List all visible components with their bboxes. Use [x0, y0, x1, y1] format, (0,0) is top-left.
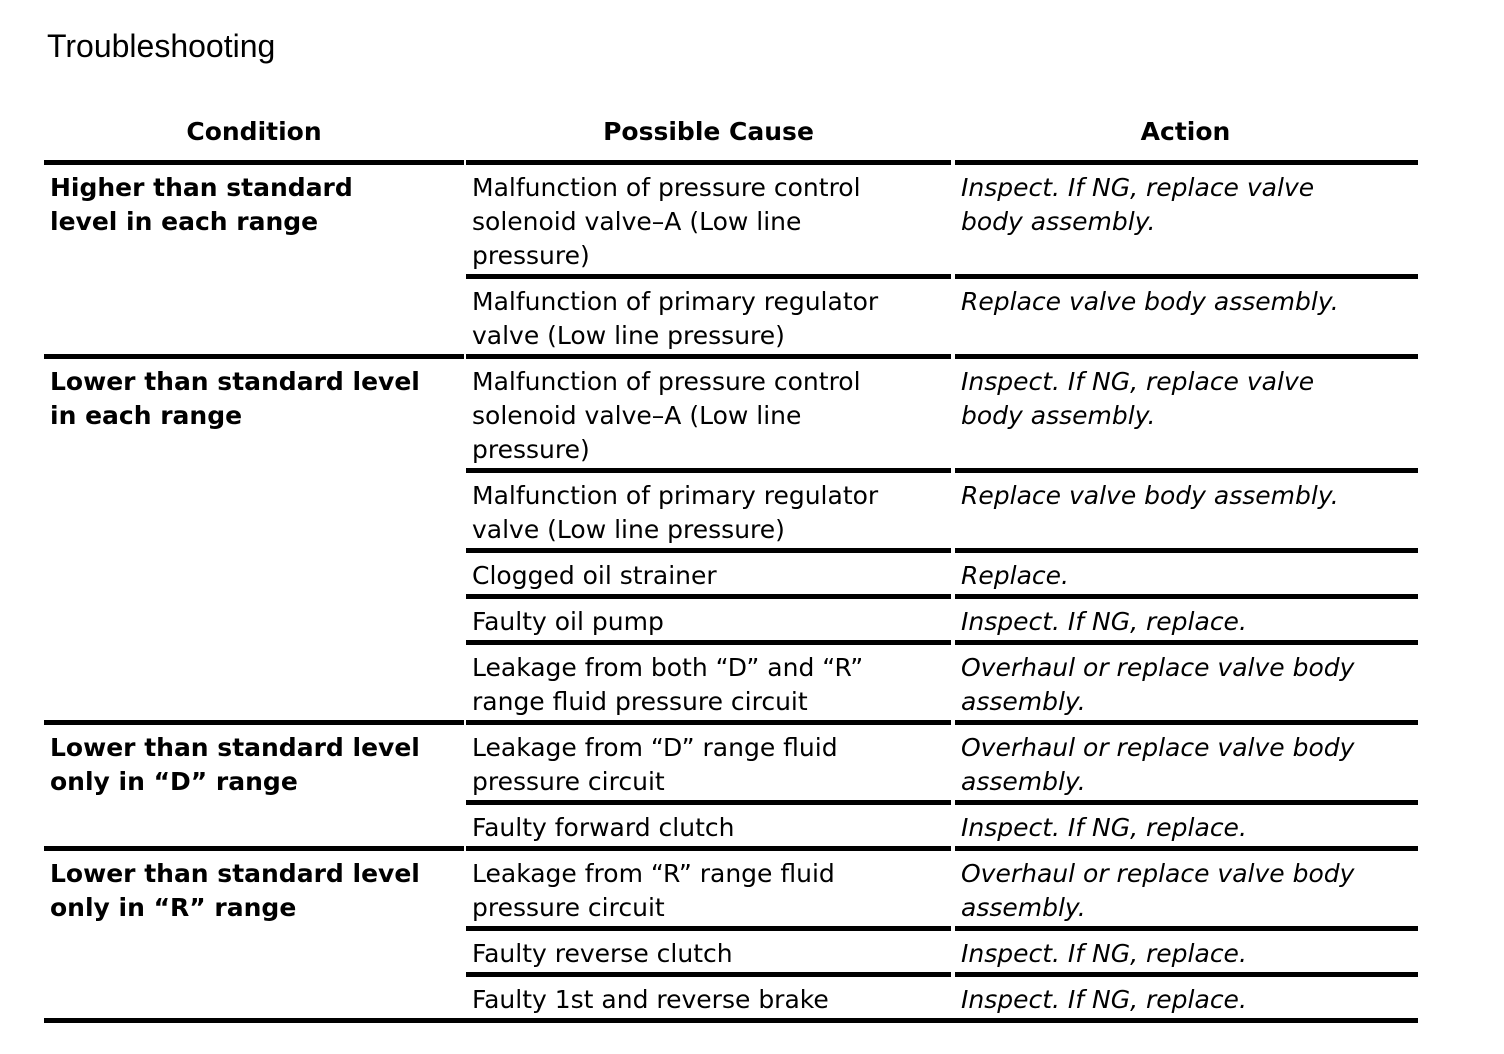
cause-cell: Malfunction of pressure control solenoid valve–A (Low line pressure)	[466, 354, 951, 468]
action-cell: Inspect. If NG, replace.	[955, 800, 1418, 846]
table-row	[466, 354, 1418, 468]
action-cell: Replace valve body assembly.	[955, 274, 1418, 354]
cause-cell: Malfunction of primary regulator valve (Low line pressure)	[466, 274, 951, 354]
header-possible-cause: Possible Cause	[603, 117, 814, 146]
table-row	[466, 548, 1418, 594]
condition-group	[44, 720, 1418, 846]
condition-group	[44, 846, 1418, 1018]
action-cell: Inspect. If NG, replace valve body assembly.	[955, 354, 1418, 468]
action-cell: Overhaul or replace valve body assembly.	[955, 720, 1418, 800]
cause-cell: Clogged oil strainer	[466, 548, 951, 594]
action-cell: Inspect. If NG, replace.	[955, 926, 1418, 972]
table-row	[466, 926, 1418, 972]
table-row	[466, 800, 1418, 846]
table-row	[466, 640, 1418, 720]
table-row	[466, 594, 1418, 640]
action-cell: Overhaul or replace valve body assembly.	[955, 846, 1418, 926]
header-condition: Condition	[186, 117, 322, 146]
cause-cell: Malfunction of pressure control solenoid valve–A (Low line pressure)	[466, 160, 951, 274]
action-cell: Inspect. If NG, replace.	[955, 972, 1418, 1018]
action-cell: Inspect. If NG, replace valve body assembly.	[955, 160, 1418, 274]
condition-cell: Lower than standard level only in “R” range	[44, 846, 464, 1018]
page-title: Troubleshooting	[47, 28, 276, 64]
condition-cell: Lower than standard level in each range	[44, 354, 464, 720]
header-action: Action	[1140, 117, 1231, 146]
condition-cell: Higher than standard level in each range	[44, 160, 464, 354]
condition-cell: Lower than standard level only in “D” range	[44, 720, 464, 846]
cause-cell: Faulty oil pump	[466, 594, 951, 640]
table-row	[466, 846, 1418, 926]
cause-cell: Faulty forward clutch	[466, 800, 951, 846]
action-cell: Replace.	[955, 548, 1418, 594]
cause-cell: Faulty reverse clutch	[466, 926, 951, 972]
cause-cell: Leakage from “D” range fluid pressure circuit	[466, 720, 951, 800]
table-row	[466, 468, 1418, 548]
cause-cell: Leakage from “R” range fluid pressure circuit	[466, 846, 951, 926]
table-bottom-rule	[44, 1018, 1418, 1023]
troubleshooting-table	[44, 113, 1418, 1023]
condition-group	[44, 160, 1418, 354]
action-cell: Overhaul or replace valve body assembly.	[955, 640, 1418, 720]
table-row	[466, 274, 1418, 354]
cause-cell: Malfunction of primary regulator valve (Low line pressure)	[466, 468, 951, 548]
table-header	[44, 113, 1418, 160]
cause-cell: Faulty 1st and reverse brake	[466, 972, 951, 1018]
condition-group	[44, 354, 1418, 720]
table-row	[466, 720, 1418, 800]
cause-cell: Leakage from both “D” and “R” range fluid pressure circuit	[466, 640, 951, 720]
action-cell: Replace valve body assembly.	[955, 468, 1418, 548]
table-row	[466, 160, 1418, 274]
table-row	[466, 972, 1418, 1018]
action-cell: Inspect. If NG, replace.	[955, 594, 1418, 640]
